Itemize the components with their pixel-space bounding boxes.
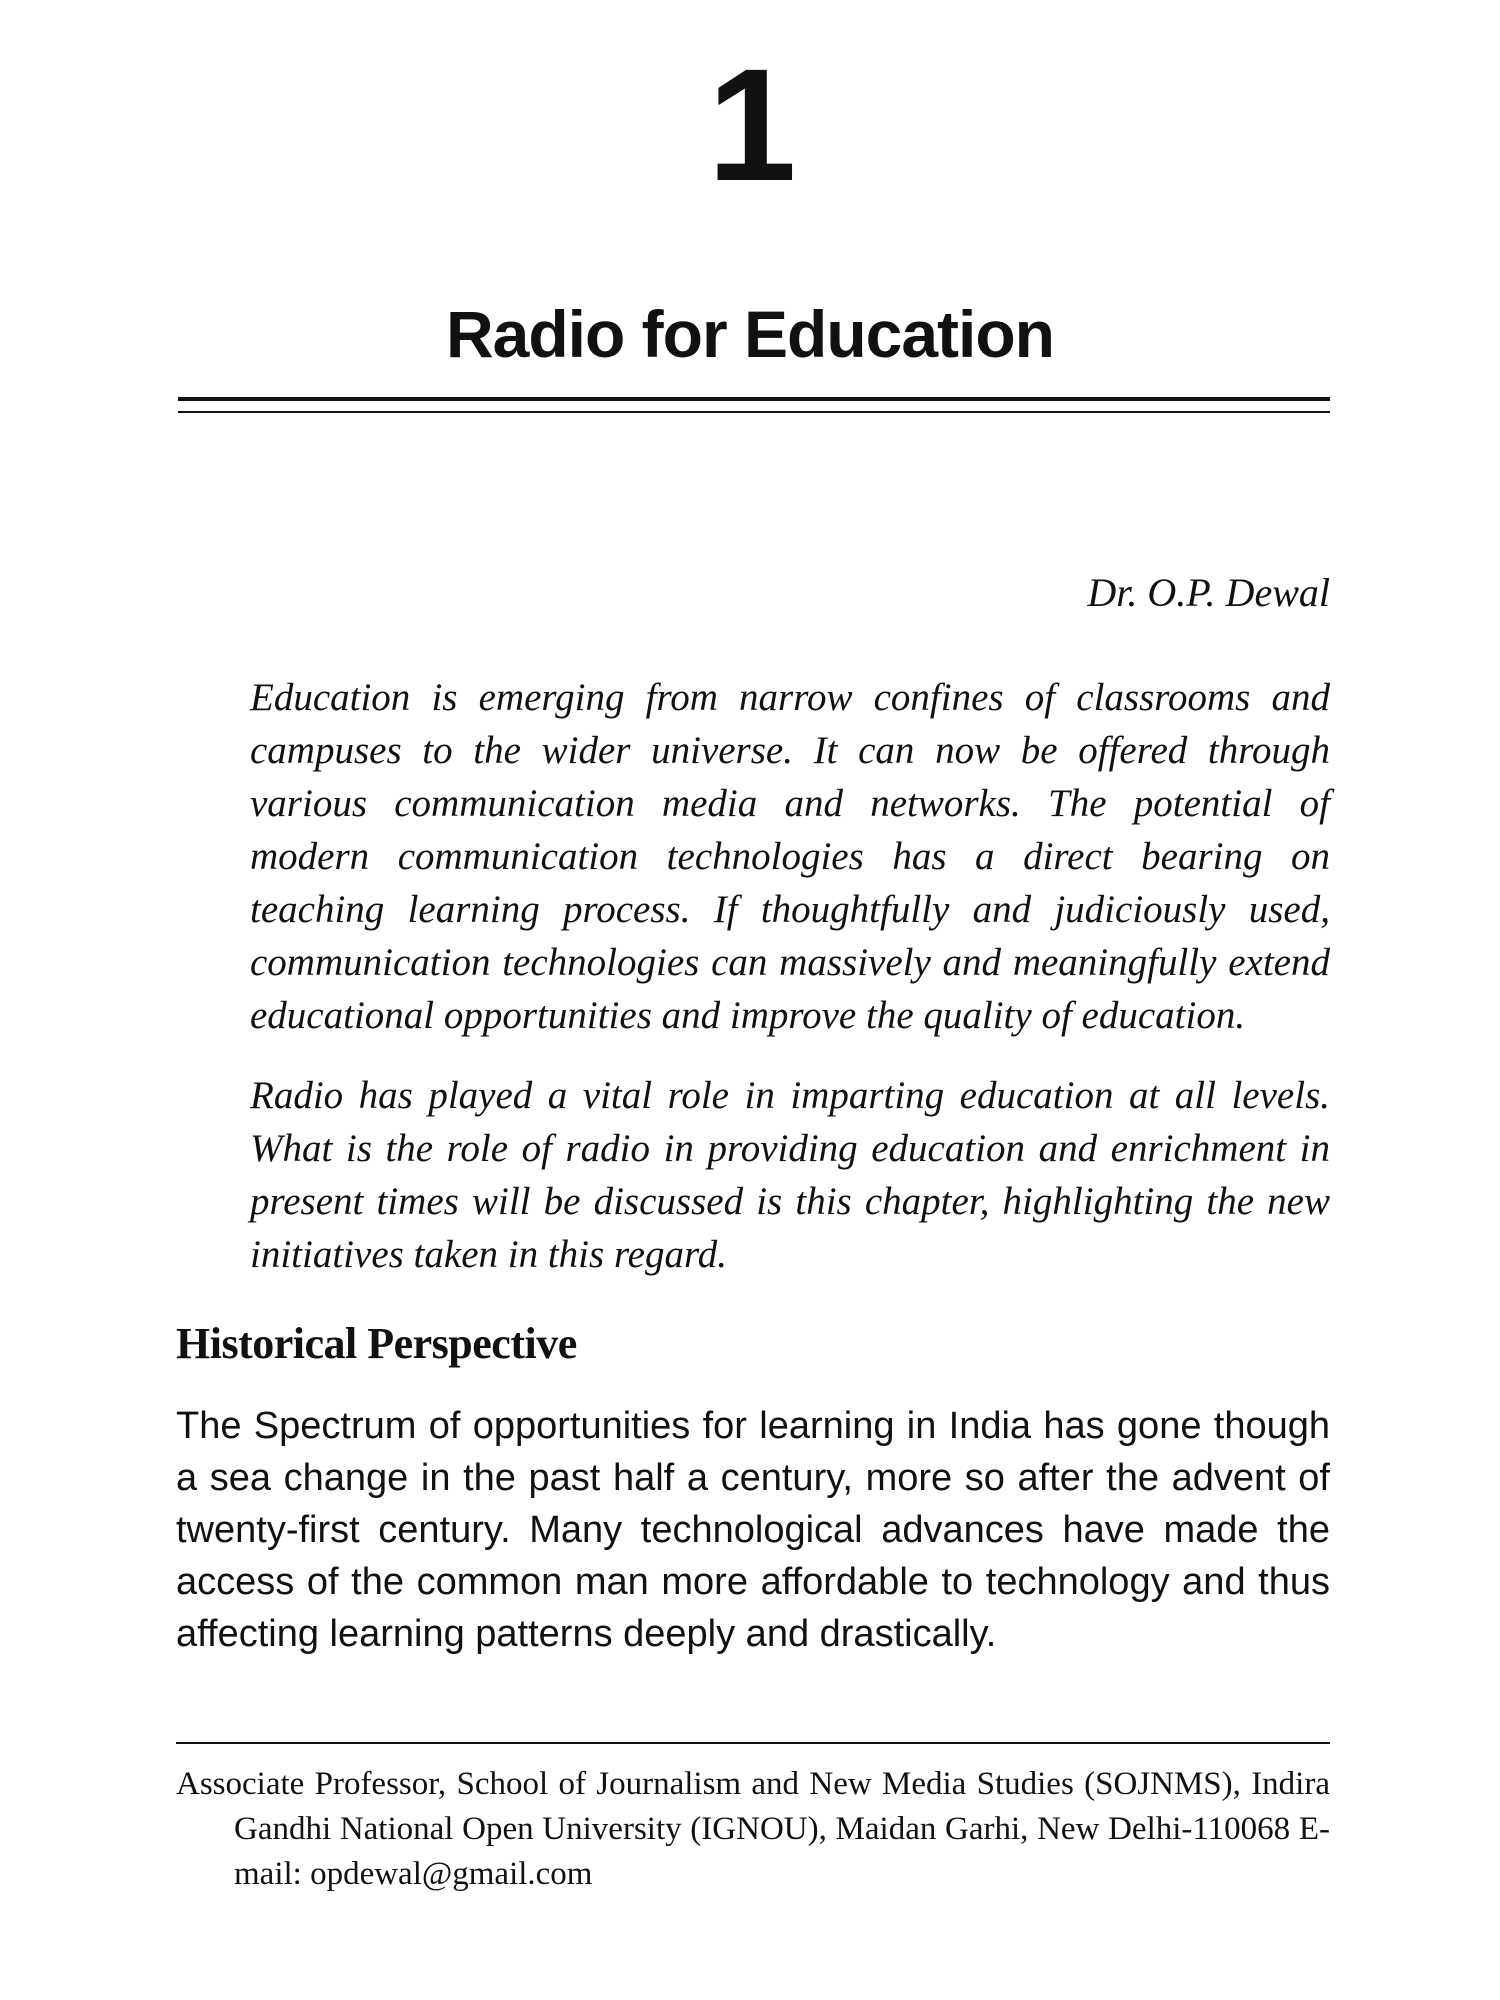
footnote-divider (176, 1742, 1330, 1744)
body-paragraph: The Spectrum of opportunities for learning in India has gone though a sea change in the past half a century, more so after the advent of twenty-first century. Many technological advances have made the access of the common man more affordable to technology and thus affecting learning patterns deeply and drastically. (176, 1405, 1330, 1655)
chapter-number: 1 (707, 35, 793, 214)
section-heading: Historical Perspective (176, 1319, 577, 1368)
chapter-title: Radio for Education (446, 297, 1054, 371)
author-name: Dr. O.P. Dewal (1087, 570, 1330, 615)
abstract-paragraph: Education is emerging from narrow confines of classrooms and campuses to the wider universe. It can now be offered through various communication media and networks. The potential of modern communication technologies has a direct bearing on teaching learning process. If thoughtfully and judiciously used, communication technologies can massively and meaningfully extend educational opportunities and improve the quality of education. (250, 676, 1330, 1037)
abstract-paragraph: Radio has played a vital role in imparting education at all levels. What is the role of radio in providing education and enrichment in present times will be discussed is this chapter, highlighting the new initiatives taken in this regard. (250, 1074, 1330, 1276)
title-divider-thick (178, 397, 1330, 401)
author-affiliation-footnote: Associate Professor, School of Journalism and New Media Studies (SOJNMS), Indira Gandhi National Open University (IGNOU), Maidan Garhi, New Delhi-110068 E-mail: opdewal@gmail.com (176, 1766, 1330, 1892)
title-divider-thin (178, 411, 1330, 413)
